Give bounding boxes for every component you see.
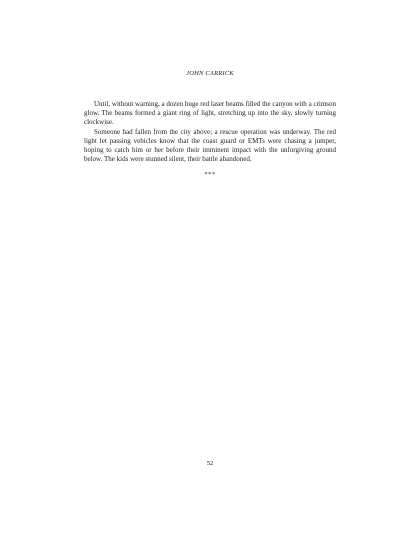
running-header-author: JOHN CARRICK [186, 70, 234, 77]
page-number: 52 [206, 460, 214, 467]
body-text [84, 100, 336, 180]
paragraph: Until, without warning, a dozen huge red laser beams filled the canyon with a crimson glow. The beams formed a giant ring of light, stretching up into the sky, slowly turning clockwise. [84, 100, 336, 127]
scene-break: *** [204, 171, 216, 179]
paragraph: Someone had fallen from the city above; a rescue operation was underway. The red light let passing vehicles know that the coast guard or EMTs were chasing a jumper, hoping to catch him or her before their imminent impact with the unforgiving ground below. The kids were stunned silent, their battle abandoned. [84, 127, 336, 164]
